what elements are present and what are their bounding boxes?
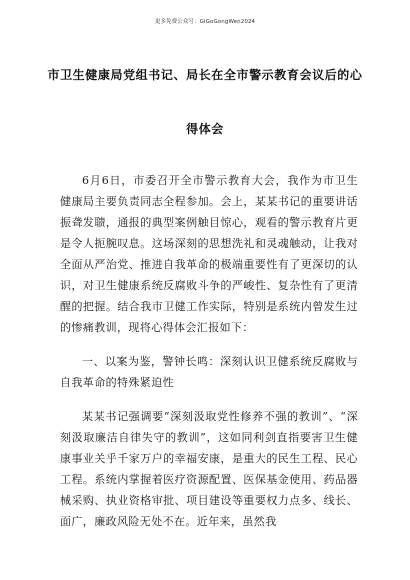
document-title-line-2: 得体会 <box>186 122 224 136</box>
header-note: 更多免费公众号：GiGoGongWen2024 <box>154 19 256 25</box>
body-paragraph: 某某书记强调要“深刻汲取党性修养不强的教训”、“深刻汲取廉洁自律失守的教训”，这如同利剑直指要害卫生健康事业关乎千家万户的幸福安康，是重大的民生工程、民心工程。系统内掌握着医疗资源配置、医保基金使用、药品器械采购、执业资格审批、项目建设等重要权力点多、线长、面广，廉政风险无处不在。近年来，虽然我 <box>60 410 358 528</box>
body-paragraph: 6月6日，市委召开全市警示教育大会，我作为市卫生健康局主要负责同志全程参加。会上，某某书记的重要讲话振聋发聩，通报的典型案例触目惊心，观看的警示教育片更是令人扼腕叹息。这场深刻的思想洗礼和灵魂触动，让我对全面从严治党、推进自我革命的极端重要性有了更深切的认识，对卫生健康系统反腐败斗争的严峻性、复杂性有了更清醒的把握。结合我市卫健工作实际，特别是系统内曾发生过的惨痛教训，现将心得体会汇报如下： <box>60 174 358 334</box>
document-body <box>60 170 358 545</box>
section-heading: 一、以案为鉴，警钟长鸣：深刻认识卫健系统反腐败与自我革命的特殊紧迫性 <box>60 355 358 389</box>
document-title-line-1: 市卫生健康局党组书记、局长在全市警示教育会议后的心 <box>47 68 363 82</box>
